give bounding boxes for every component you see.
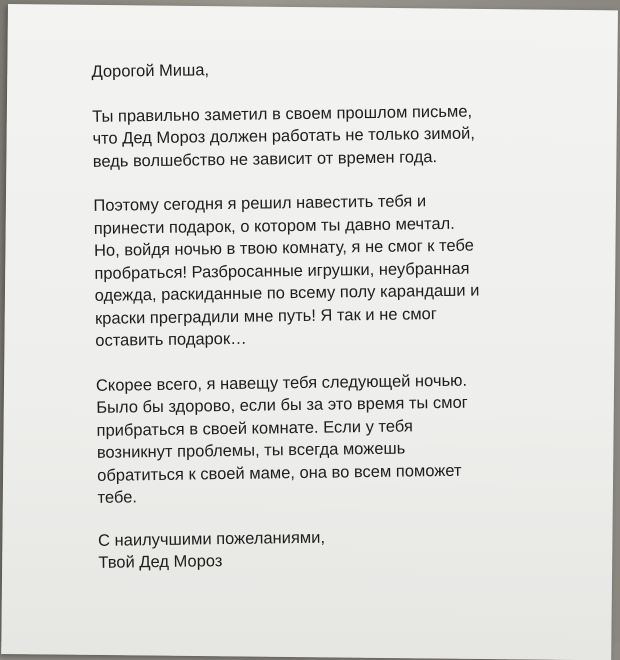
- letter-line: что Дед Мороз должен работать не только зимой,: [92, 124, 476, 148]
- letter-paper: [1, 4, 618, 660]
- letter-line: принести подарок, о котором ты давно мечтал.: [93, 214, 455, 238]
- letter-line: возникнут проблемы, ты всегда можешь: [96, 439, 406, 462]
- letter-line: Ты правильно заметил в своем прошлом письме,: [92, 102, 473, 126]
- letter-line: Но, войдя ночью в твою комнату, я не смог к тебе: [93, 236, 474, 260]
- letter-greeting: Дорогой Миша,: [91, 61, 210, 81]
- letter-line: оставить подарок…: [95, 329, 247, 350]
- letter-paragraph-2: [93, 188, 605, 353]
- letter-paragraph-1: [92, 98, 603, 173]
- letter-line: ведь волшебство не зависит от времен года.: [92, 147, 438, 171]
- letter-line: Поэтому сегодня я решил навестить тебя и: [93, 192, 427, 215]
- letter-line: обратиться к своей маме, она во всем поможет: [97, 461, 462, 485]
- letter-line: тебе.: [97, 488, 138, 507]
- letter-text: [91, 54, 608, 575]
- letter-line: краски преградили мне путь! Я так и не смог: [94, 304, 437, 328]
- letter-line: одежда, раскиданные по всему полу карандаши и: [94, 281, 480, 305]
- letter-line: пробраться! Разбросанные игрушки, неубранная: [94, 259, 470, 283]
- letter-line: Скорее всего, я навещу тебя следующей ночью.: [95, 371, 468, 395]
- letter-paragraph-3: [96, 367, 608, 509]
- letter-line: Было бы здорово, если бы за это время ты смог: [96, 393, 468, 417]
- letter-closing: С наилучшими пожеланиями, Твой Дед Мороз: [98, 522, 609, 574]
- letter-signature: Твой Дед Мороз: [98, 552, 223, 572]
- letter-line: прибраться в своей комнате. Если у тебя: [96, 416, 413, 440]
